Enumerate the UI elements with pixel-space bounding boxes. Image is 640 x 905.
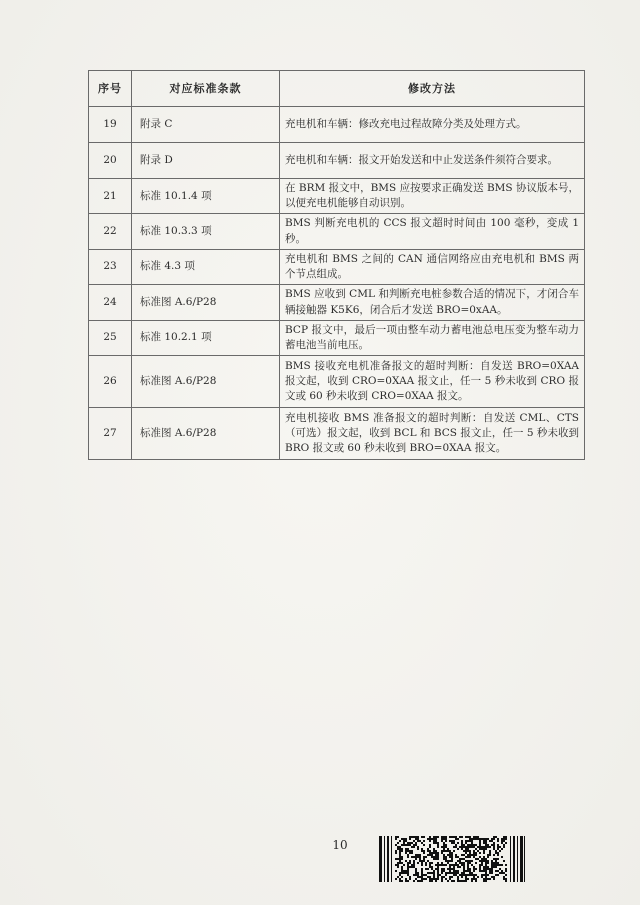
header-modification-method: 修改方法 xyxy=(280,71,585,107)
row-number: 25 xyxy=(89,320,132,355)
row-number: 22 xyxy=(89,214,132,249)
row-clause: 附录 D xyxy=(132,143,280,179)
row-method: BMS 判断充电机的 CCS 报文超时时间由 100 毫秒，变成 1 秒。 xyxy=(280,214,585,249)
row-method: BMS 接收充电机准备报文的超时判断：自发送 BRO=0XAA 报文起，收到 CRO=0XAA 报文止，任一 5 秒未收到 CRO 报文或 60 秒未收到 CRO=0XAA 报文。 xyxy=(280,356,585,408)
row-number: 24 xyxy=(89,285,132,320)
row-number: 26 xyxy=(89,356,132,408)
row-method: 充电机和车辆：修改充电过程故障分类及处理方式。 xyxy=(280,107,585,143)
row-method: 充电机和 BMS 之间的 CAN 通信网络应由充电机和 BMS 两个节点组成。 xyxy=(280,249,585,284)
standard-modification-table xyxy=(88,70,585,460)
table-row xyxy=(89,107,585,143)
header-serial-number: 序号 xyxy=(89,71,132,107)
table-row xyxy=(89,320,585,355)
page-number: 10 xyxy=(332,838,348,852)
table-header-row xyxy=(89,71,585,107)
barcode-icon xyxy=(379,836,525,882)
table-row xyxy=(89,249,585,284)
row-clause: 标准 10.3.3 项 xyxy=(132,214,280,249)
row-clause: 标准图 A.6/P28 xyxy=(132,285,280,320)
table-row xyxy=(89,408,585,460)
row-clause: 标准 10.1.4 项 xyxy=(132,179,280,214)
header-standard-clause: 对应标准条款 xyxy=(132,71,280,107)
row-method: BCP 报文中，最后一项由整车动力蓄电池总电压变为整车动力蓄电池当前电压。 xyxy=(280,320,585,355)
table-row xyxy=(89,356,585,408)
row-number: 20 xyxy=(89,143,132,179)
row-number: 21 xyxy=(89,179,132,214)
table-row xyxy=(89,214,585,249)
row-number: 27 xyxy=(89,408,132,460)
row-clause: 标准 4.3 项 xyxy=(132,249,280,284)
row-method: 充电机和车辆：报文开始发送和中止发送条件须符合要求。 xyxy=(280,143,585,179)
table-row xyxy=(89,179,585,214)
row-method: 充电机接收 BMS 准备报文的超时判断：自发送 CML、CTS（可选）报文起，收到 BCL 和 BCS 报文止，任一 5 秒未收到 BRO 报文或 60 秒未收到 BRO=0XAA 报文。 xyxy=(280,408,585,460)
row-clause: 标准图 A.6/P28 xyxy=(132,356,280,408)
row-clause: 标准 10.2.1 项 xyxy=(132,320,280,355)
row-clause: 标准图 A.6/P28 xyxy=(132,408,280,460)
row-method: BMS 应收到 CML 和判断充电桩参数合适的情况下，才闭合车辆接触器 K5K6，闭合后才发送 BRO=0xAA。 xyxy=(280,285,585,320)
table-row xyxy=(89,285,585,320)
row-number: 23 xyxy=(89,249,132,284)
row-method: 在 BRM 报文中，BMS 应按要求正确发送 BMS 协议版本号，以便充电机能够自动识别。 xyxy=(280,179,585,214)
row-clause: 附录 C xyxy=(132,107,280,143)
row-number: 19 xyxy=(89,107,132,143)
table-row xyxy=(89,143,585,179)
